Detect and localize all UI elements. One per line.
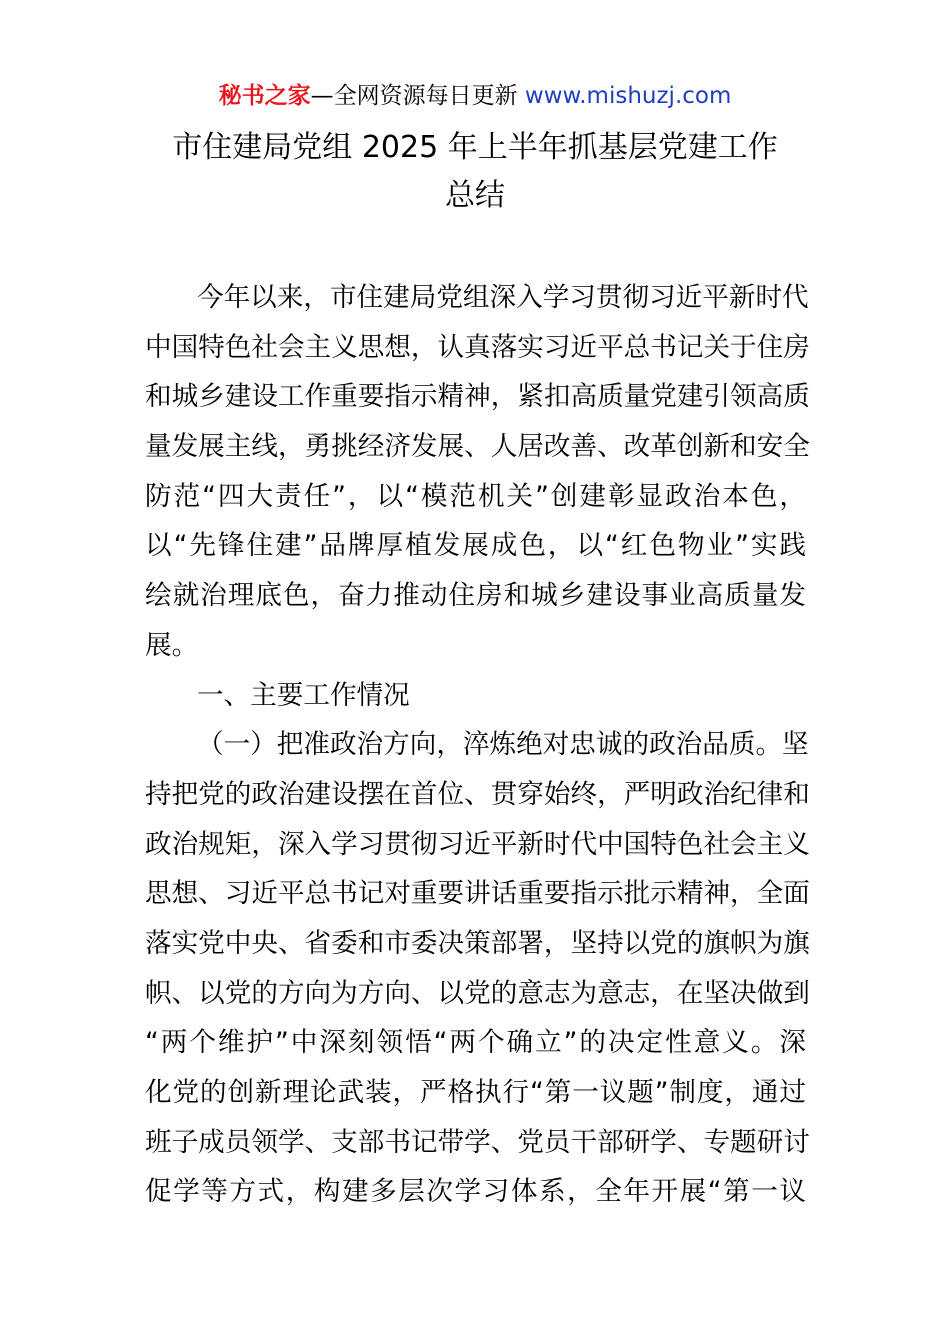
paragraph-line: 以“先锋住建”品牌厚植发展成色，以“红色物业”实践 [145, 530, 806, 562]
site-url-link[interactable]: www.mishuzj.com [524, 83, 732, 109]
paragraph-line: 绘就治理底色，奋力推动住房和城乡建设事业高质量发 [145, 580, 806, 612]
paragraph-line: 今年以来，市住建局党组深入学习贯彻习近平新时代 [197, 282, 809, 313]
header-tagline: —全网资源每日更新 [310, 83, 525, 109]
paragraph-line: 政治规矩，深入学习贯彻习近平新时代中国特色社会主义 [145, 828, 810, 860]
paragraph-line: 持把党的政治建设摆在首位、贯穿始终，严明政治纪律和 [145, 778, 810, 810]
paragraph-line: 帜、以党的方向为方向、以党的意志为意志，在坚决做到 [145, 977, 810, 1009]
title-line-1: 市住建局党组 2025 年上半年抓基层党建工作 [172, 130, 778, 165]
paragraph-line: 思想、习近平总书记对重要讲话重要指示批示精神，全面 [145, 878, 810, 910]
paragraph-line: 落实党中央、省委和市委决策部署，坚持以党的旗帜为旗 [145, 927, 810, 959]
paragraph-line: 促学等方式，构建多层次学习体系，全年开展“第一议 [145, 1176, 806, 1208]
site-header [0, 80, 950, 112]
paragraph-line: 量发展主线，勇挑经济发展、人居改善、改革创新和安全 [145, 431, 810, 463]
section-heading: 一、主要工作情况 [197, 679, 410, 711]
paragraph-line: （一）把准政治方向，淬炼绝对忠诚的政治品质。坚 [197, 729, 809, 761]
document-body [145, 273, 810, 1217]
title-line-2: 总结 [445, 178, 505, 213]
paragraph-line: “两个维护”中深刻领悟“两个确立”的决定性意义。深 [145, 1027, 806, 1059]
paragraph-line: 化党的创新理论武装，严格执行“第一议题”制度，通过 [145, 1077, 806, 1108]
paragraph-line: 和城乡建设工作重要指示精神，紧扣高质量党建引领高质 [145, 381, 810, 413]
paragraph-line: 班子成员领学、支部书记带学、党员干部研学、专题研讨 [145, 1126, 810, 1158]
paragraph-line: 展。 [145, 629, 199, 661]
brand-name: 秘书之家 [218, 83, 311, 109]
paragraph-line: 中国特色社会主义思想，认真落实习近平总书记关于住房 [145, 331, 810, 363]
paragraph-line: 防范“四大责任”，以“模范机关”创建彰显政治本色， [145, 480, 806, 512]
document-title [145, 124, 805, 220]
